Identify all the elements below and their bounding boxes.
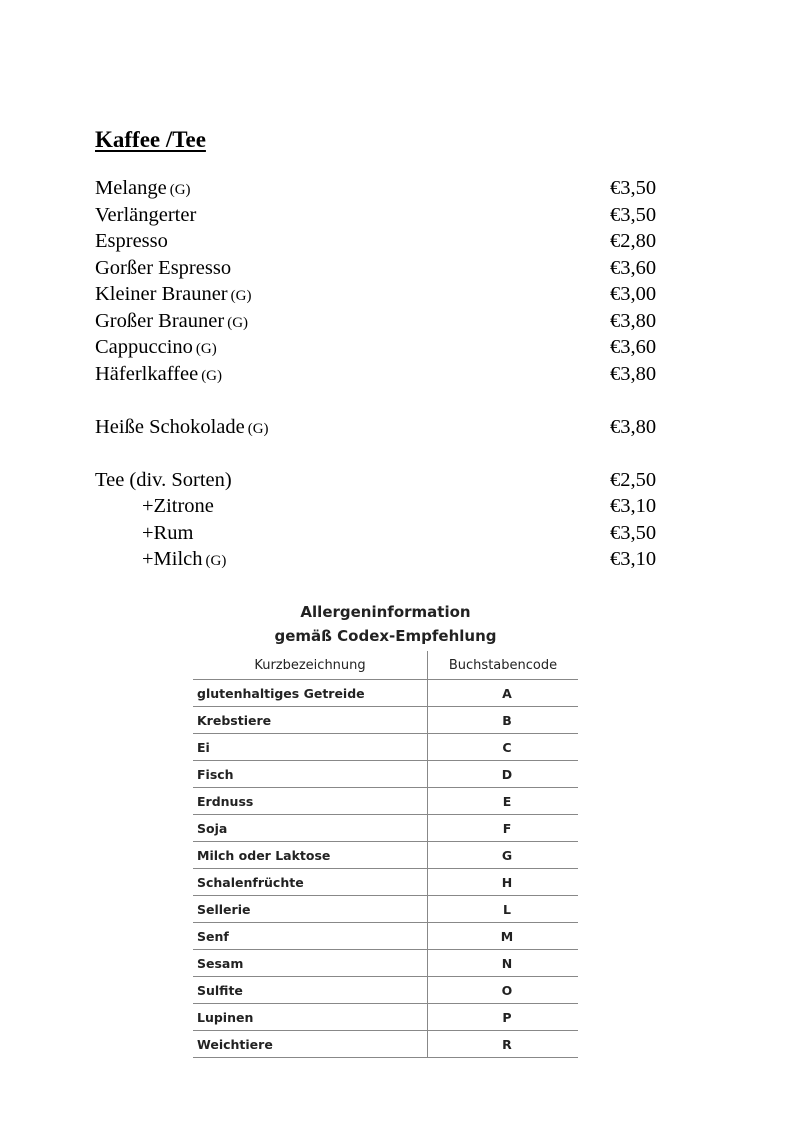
menu-item-name xyxy=(95,175,191,202)
menu-item xyxy=(95,414,665,441)
menu-item-price: €3,80 xyxy=(610,415,657,438)
menu-item xyxy=(95,202,665,229)
menu-item-name xyxy=(95,493,214,520)
table-row xyxy=(193,842,578,869)
menu-section xyxy=(95,122,665,599)
menu-item-name xyxy=(95,334,217,361)
allergen-name: Fisch xyxy=(193,761,428,788)
allergen-name: Krebstiere xyxy=(193,707,428,734)
menu-item-price: €2,80 xyxy=(610,230,657,252)
menu-item xyxy=(95,228,665,255)
menu-item xyxy=(95,361,665,388)
allergen-name: glutenhaltiges Getreide xyxy=(193,680,428,707)
menu-item-label: +Zitrone xyxy=(142,495,214,517)
menu-item-price: €3,80 xyxy=(610,362,657,385)
allergen-tag: (G) xyxy=(230,288,252,304)
menu-item-name xyxy=(95,281,251,308)
column-header-name: Kurzbezeichnung xyxy=(193,651,428,680)
table-row xyxy=(193,707,578,734)
menu-item-price: €2,50 xyxy=(610,468,657,491)
allergen-name: Milch oder Laktose xyxy=(193,842,428,869)
allergen-code: H xyxy=(428,869,579,896)
menu-item xyxy=(95,467,665,494)
column-header-code: Buchstabencode xyxy=(448,657,558,673)
table-row xyxy=(193,788,578,815)
menu-item-name xyxy=(95,414,269,441)
menu-item-price: €3,60 xyxy=(610,256,657,279)
allergen-tag: (G) xyxy=(195,341,217,357)
allergen-name: Sulfite xyxy=(193,977,428,1004)
allergen-name: Sesam xyxy=(193,950,428,977)
table-row xyxy=(193,1031,578,1058)
menu-item-name xyxy=(95,255,231,282)
menu-item-price: €3,80 xyxy=(610,309,657,332)
allergen-info xyxy=(193,600,578,1058)
table-row xyxy=(193,950,578,977)
menu-item-price: €3,60 xyxy=(610,336,657,358)
allergen-name: Weichtiere xyxy=(193,1031,428,1058)
table-row xyxy=(193,734,578,761)
menu-item-name xyxy=(95,546,226,573)
table-row xyxy=(193,680,578,707)
allergen-title-line2: gemäß Codex-Empfehlung xyxy=(274,627,497,645)
menu-groups xyxy=(95,175,665,573)
allergen-code: R xyxy=(428,1031,579,1058)
allergen-tag: (G) xyxy=(227,314,249,331)
allergen-code: L xyxy=(428,896,579,923)
allergen-code: M xyxy=(428,923,579,950)
allergen-tag: (G) xyxy=(205,553,227,569)
menu-item-label: Kleiner Brauner xyxy=(95,283,228,305)
menu-item-name xyxy=(95,467,232,494)
allergen-code: B xyxy=(428,707,579,734)
allergen-name: Lupinen xyxy=(193,1004,428,1031)
menu-item xyxy=(95,546,665,573)
menu-item-label: Espresso xyxy=(95,230,168,252)
menu-item xyxy=(95,493,665,520)
menu-item-label: Großer Brauner xyxy=(95,309,225,332)
table-row xyxy=(193,761,578,788)
menu-item-price: €3,50 xyxy=(610,177,657,199)
menu-group xyxy=(95,175,665,387)
table-row xyxy=(193,1004,578,1031)
menu-item-label: Verlängerter xyxy=(95,203,197,226)
menu-item xyxy=(95,175,665,202)
allergen-name: Schalenfrüchte xyxy=(193,869,428,896)
allergen-code: D xyxy=(428,761,579,788)
allergen-rows xyxy=(193,680,578,1058)
menu-item-price: €3,50 xyxy=(610,521,657,544)
allergen-name: Erdnuss xyxy=(193,788,428,815)
table-row xyxy=(193,896,578,923)
menu-item-price: €3,50 xyxy=(610,203,657,226)
menu-item-price: €3,00 xyxy=(610,283,657,305)
menu-item-label: Cappuccino xyxy=(95,336,193,358)
table-row xyxy=(193,977,578,1004)
menu-item-price: €3,10 xyxy=(610,495,657,517)
allergen-code: E xyxy=(428,788,579,815)
allergen-tag: (G) xyxy=(201,367,223,384)
allergen-header-row xyxy=(193,651,578,680)
menu-item-name xyxy=(95,308,248,335)
menu-item-label: Melange xyxy=(95,177,167,199)
menu-item-label: +Rum xyxy=(142,521,194,544)
allergen-code: O xyxy=(428,977,579,1004)
menu-title: Kaffee /Tee xyxy=(95,127,206,152)
menu-group xyxy=(95,467,665,573)
menu-item-name xyxy=(95,228,168,255)
menu-item-label: Tee (div. Sorten) xyxy=(95,468,232,491)
allergen-name: Ei xyxy=(193,734,428,761)
menu-item xyxy=(95,308,665,335)
allergen-code: N xyxy=(428,950,579,977)
menu-item-label: +Milch xyxy=(142,548,203,570)
allergen-code: F xyxy=(428,815,579,842)
menu-item-label: Gorßer Espresso xyxy=(95,256,232,279)
menu-item-price: €3,10 xyxy=(610,548,657,570)
allergen-code: G xyxy=(428,842,579,869)
allergen-name: Senf xyxy=(193,923,428,950)
allergen-code: P xyxy=(428,1004,579,1031)
menu-item-name xyxy=(95,361,222,388)
table-row xyxy=(193,923,578,950)
menu-item-label: Heiße Schokolade xyxy=(95,415,245,438)
allergen-title-line1: Allergeninformation xyxy=(300,603,471,621)
menu-item xyxy=(95,281,665,308)
allergen-tag: (G) xyxy=(169,182,191,198)
allergen-table xyxy=(193,651,578,1058)
menu-item xyxy=(95,520,665,547)
menu-item-name xyxy=(95,202,196,229)
menu-group xyxy=(95,414,665,441)
menu-item-label: Häferlkaffee xyxy=(95,362,199,385)
menu-item xyxy=(95,334,665,361)
menu-item xyxy=(95,255,665,282)
allergen-tag: (G) xyxy=(247,420,269,437)
allergen-code: A xyxy=(428,680,579,707)
table-row xyxy=(193,815,578,842)
allergen-code: C xyxy=(428,734,579,761)
menu-item-name xyxy=(95,520,193,547)
allergen-name: Sellerie xyxy=(193,896,428,923)
table-row xyxy=(193,869,578,896)
allergen-name: Soja xyxy=(193,815,428,842)
